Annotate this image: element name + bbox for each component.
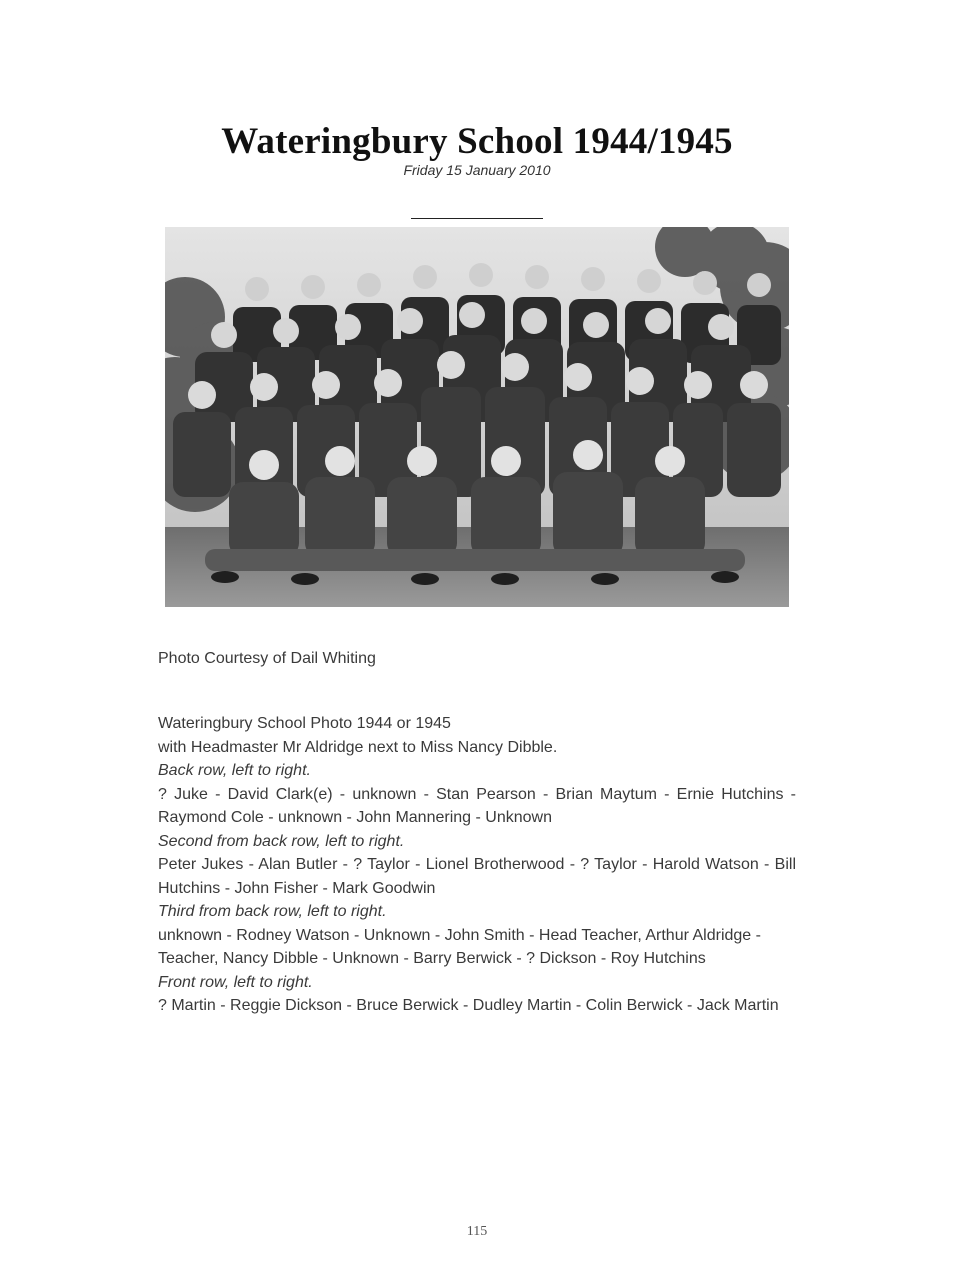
row-names: ? Martin - Reggie Dickson - Bruce Berwick - Dudley Martin - Colin Berwick - Jack Martin (158, 997, 779, 1014)
page-number: 115 (466, 1224, 488, 1239)
row-names: ? Juke - David Clark(e) - unknown - Stan Pearson - Brian Maytum - Ernie Hutchins - Raymond Cole - unknown - John Mannering - Unknown (158, 785, 796, 826)
photo-description (158, 712, 796, 1018)
school-group-photo (165, 227, 789, 607)
row-heading: Front row, left to right. (158, 973, 313, 991)
row-heading: Back row, left to right. (158, 762, 311, 779)
row-heading: Second from back row, left to right. (158, 832, 405, 850)
document-date: Friday 15 January 2010 (403, 162, 551, 178)
title-divider (411, 218, 543, 219)
row-names: unknown - Rodney Watson - Unknown - John Smith - Head Teacher, Arthur Aldridge - Teacher, Nancy Dibble - Unknown - Barry Berwick - ? Dickson - Roy Hutchins (158, 926, 761, 967)
row-heading: Third from back row, left to right. (158, 903, 387, 920)
intro-line: Wateringbury School Photo 1944 or 1945 (158, 715, 451, 732)
row-names: Peter Jukes - Alan Butler - ? Taylor - Lionel Brotherwood - ? Taylor - Harold Watson - Bill Hutchins - John Fisher - Mark Goodwin (158, 856, 796, 897)
document-title: Wateringbury School 1944/1945 (221, 121, 733, 162)
intro-line: with Headmaster Mr Aldridge next to Miss Nancy Dibble. (158, 738, 558, 756)
photo-credit: Photo Courtesy of Dail Whiting (158, 650, 376, 667)
